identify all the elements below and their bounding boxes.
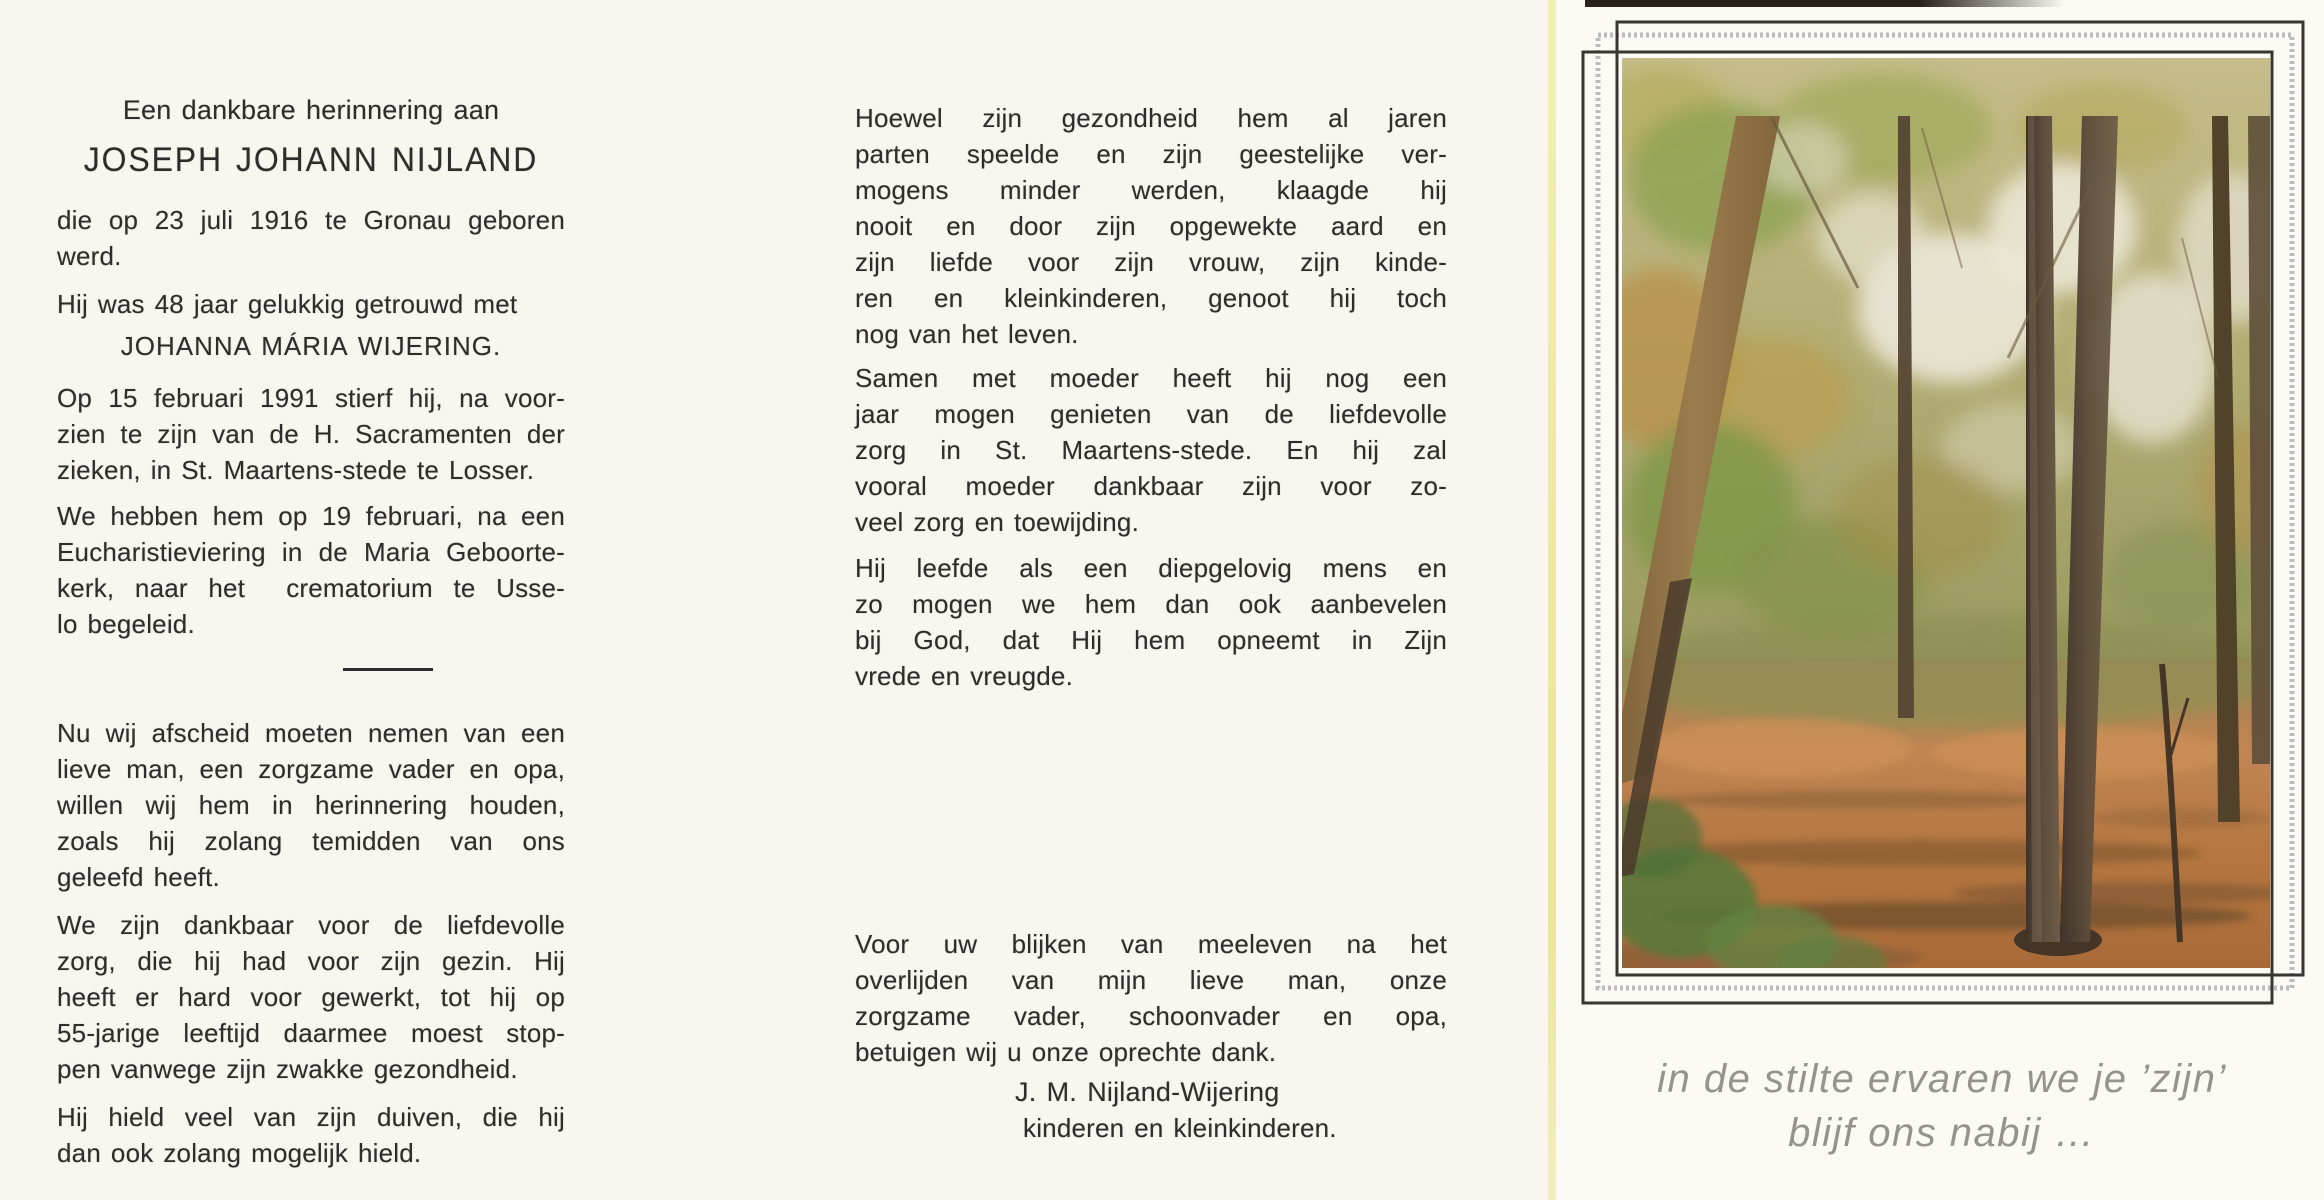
cover-caption-line1: in de stilte ervaren we je ’zijn’	[1657, 1057, 2227, 1101]
cover-caption-line2: blijf ons nabij …	[1788, 1111, 2096, 1155]
paragraph-funeral: We hebben hem op 19 februari, na een Eucharistieviering in de Maria Geboorte- kerk, naar het crematorium te Usse- lo begeleid.	[57, 501, 565, 639]
autumn-forest-photo	[1562, 58, 2306, 991]
intro-line: Een dankbare herinnering aan	[122, 95, 500, 125]
signature-name: J. M. Nijland-Wijering	[1015, 1077, 1280, 1107]
fold-line	[1548, 0, 1556, 1200]
photo-frame	[1560, 0, 2324, 1200]
paragraph-mother: Samen met moeder heeft hij nog een jaar mogen genieten van de liefdevolle zorg in St. Maartens-stede. En hij zal vooral moeder dankbaar zijn voor zo- veel zorg en toewijding.	[855, 363, 1447, 537]
paragraph-birth: die op 23 juli 1916 te Gronau geboren werd.	[57, 205, 565, 271]
paragraph-pigeons: Hij hield veel van zijn duiven, die hij dan ook zolang mogelijk hield.	[57, 1102, 565, 1168]
signature-family: kinderen en kleinkinderen.	[1023, 1113, 1337, 1143]
paragraph-thanks: Voor uw blijken van meeleven na het overlijden van mijn lieve man, onze zorgzame vader, schoonvader en opa, betuigen wij u onze oprechte dank.	[855, 929, 1447, 1067]
cover-caption	[1560, 1052, 2324, 1160]
inner-left-page	[57, 0, 565, 1171]
paragraph-memory: Nu wij afscheid moeten nemen van een lieve man, een zorgzame vader en opa, willen wij hem in herinnering houden, zoals hij zolang temidden van ons geleefd heeft.	[57, 718, 565, 892]
inner-right-page	[855, 0, 1447, 1146]
section-divider	[343, 668, 433, 671]
spouse-name: JOHANNA MÁRIA WIJERING.	[120, 331, 502, 361]
paragraph-death: Op 15 februari 1991 stierf hij, na voor- zien te zijn van de H. Sacramenten der zieken, in St. Maartens-stede te Losser.	[57, 383, 565, 485]
paragraph-grateful: We zijn dankbaar voor de liefdevolle zorg, die hij had voor zijn gezin. Hij heeft er hard voor gewerkt, tot hij op 55-jarige leeftijd daarmee moest stop- pen vanwege zijn zwakke gezondheid.	[57, 910, 565, 1084]
paragraph-faith: Hij leefde als een diepgelovig mens en zo mogen we hem dan ook aanbevelen bij God, dat Hij hem opneemt in Zijn vrede en vreugde.	[855, 553, 1447, 691]
paragraph-married: Hij was 48 jaar gelukkig getrouwd met	[57, 289, 518, 319]
paragraph-health: Hoewel zijn gezondheid hem al jaren parten speelde en zijn geestelijke ver- mogens minder werden, klaagde hij nooit en door zijn opgewekte aard en zijn liefde voor zijn vrouw, zijn kinde- ren en kleinkinderen, genoot hij toch nog van het leven.	[855, 103, 1447, 349]
deceased-name: JOSEPH JOHANN NIJLAND	[83, 141, 539, 179]
